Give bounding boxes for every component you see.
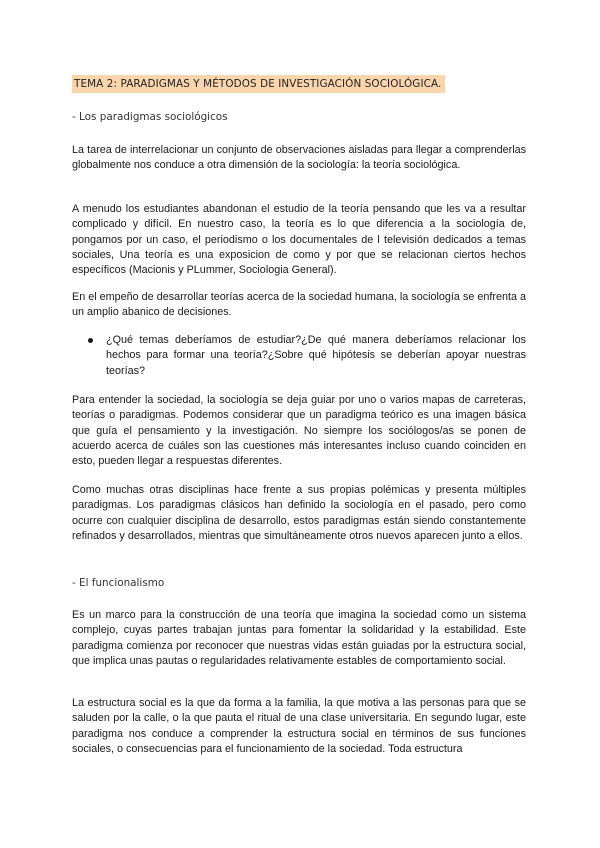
paragraph-2: A menudo los estudiantes abandonan el estudio de la teoría pensando que les va a resultar complicado y difícil. En nuestro caso, la teoría es lo que diferencia a la sociología de, pongamos por un caso, el periodismo o los documentales de l televisión dedicados a temas sociales, Una teoría es una exposicion de como y por que se relacionan ciertos hechos específicos (Macionis y PLummer, Sociologia General). [72,203,526,277]
paragraph-4: Para entender la sociedad, la sociología se deja guiar por uno o varios mapas de carreteras, teorías o paradigmas. Podemos considerar que un paradigma teórico es una imagen básica que guía el pensamiento y la investigación. No siempre los sociólogos/as se ponen de acuerdo acerca de cuáles son las cuestiones más interesantes incluso cuando coinciden en esto, pueden llegar a respuestas diferentes. [72,394,526,468]
paragraph-1: La tarea de interrelacionar un conjunto de observaciones aisladas para llegar a comprenderlas globalmente nos conduce a otra dimensión de la sociología: la teoría sociológica. [72,144,526,172]
document-title: TEMA 2: PARADIGMAS Y MÉTODOS DE INVESTIGACIÓN SOCIOLÓGICA. [72,75,445,93]
paragraph-5: Como muchas otras disciplinas hace frente a sus propias polémicas y presenta múltiples paradigmas. Los paradigmas clásicos han definido la sociología en el pasado, pero como ocurre con cualquier disciplina de desarrollo, estos paradigmas están siendo constantemente refinados y desarrollados, mientras que simultáneamente otros nuevos aparecen junto a ellos. [72,484,526,542]
bullet-dot-icon [88,338,93,343]
section-heading-funcionalismo: - El funcionalismo [72,577,165,589]
bullet-text: ¿Qué temas deberíamos de estudiar?¿De qué manera deberíamos relacionar los hechos para formar una teoría?¿Sobre qué hipótesis se deberían apoyar nuestras teorías? [106,334,526,377]
section-heading-paradigmas: - Los paradigmas sociológicos [72,111,228,123]
paragraph-7: La estructura social es la que da forma a la familia, la que motiva a las personas para que se saluden por la calle, o la que pauta el ritual de una clase universitaria. En segundo lugar, este paradigma nos conduce a comprender la estructura social en términos de sus funciones sociales, o consecuencias para el funcionamiento de la sociedad. Toda estructura [72,697,526,755]
title-highlight [72,74,445,93]
bullet-list-item [88,333,526,379]
paragraph-6: Es un marco para la construcción de una teoría que imagina la sociedad como un sistema complejo, cuyas partes trabajan juntas para fomentar la solidaridad y la estabilidad. Este paradigma comienza por reconocer que nuestras vidas están guiadas por la estructura social, que implica unas pautas o regularidades relativamente estables de comportamiento social. [72,609,526,667]
paragraph-3: En el empeño de desarrollar teorías acerca de la sociedad humana, la sociología se enfrenta a un amplio abanico de decisiones. [72,291,526,319]
